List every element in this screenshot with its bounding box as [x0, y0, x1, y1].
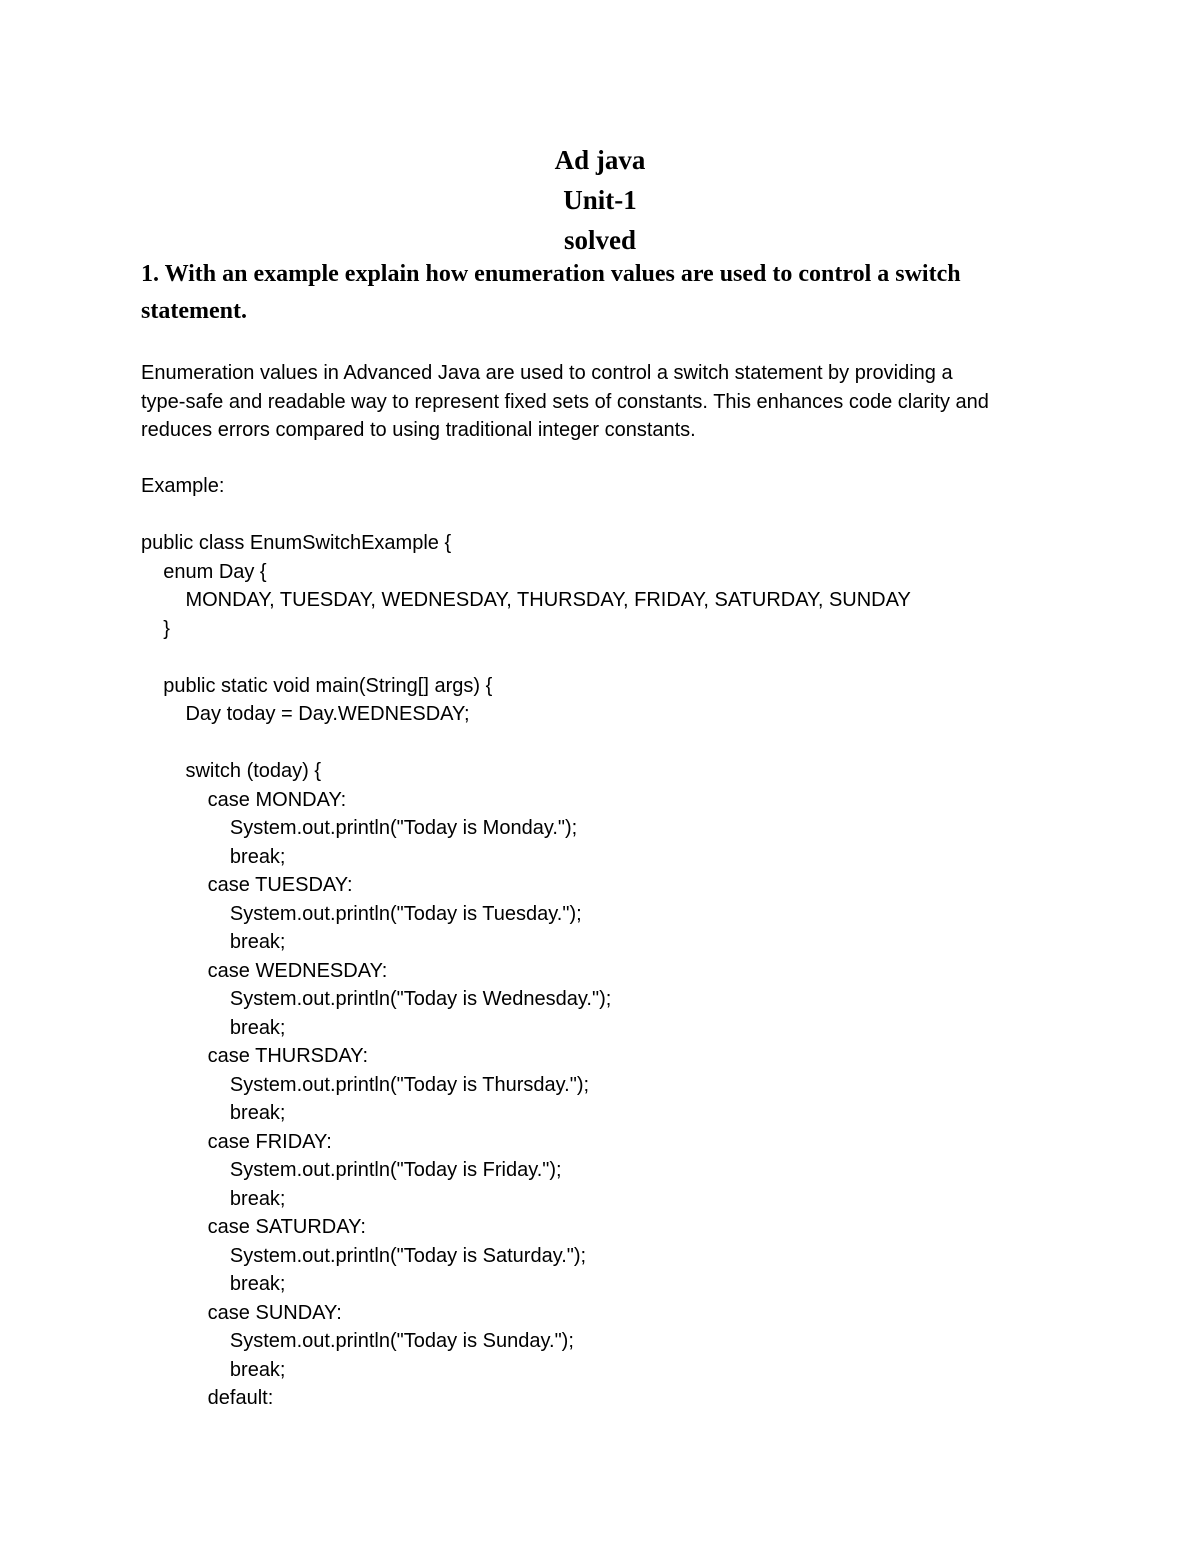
code-line: default:: [141, 1387, 274, 1409]
code-line: public static void main(String[] args) {: [141, 674, 493, 697]
answer-line: type-safe and readable way to represent fixed sets of constants. This enhances code clarity and: [141, 390, 989, 413]
example-label: Example:: [141, 475, 225, 497]
code-line: [141, 643, 1101, 672]
code-line: System.out.println("Today is Monday.");: [141, 817, 578, 839]
code-line: System.out.println("Today is Thursday.");: [141, 1073, 590, 1096]
code-line: public class EnumSwitchExample {: [141, 532, 452, 554]
title-line: solved: [563, 225, 636, 255]
code-line: case SUNDAY:: [141, 1301, 342, 1324]
code-line: case FRIDAY:: [141, 1130, 332, 1153]
code-line: break;: [141, 1187, 286, 1210]
code-line: System.out.println("Today is Saturday.");: [141, 1244, 587, 1267]
answer-line: reduces errors compared to using traditional integer constants.: [141, 419, 696, 441]
document-title: [0, 140, 1200, 260]
code-line: case SATURDAY:: [141, 1216, 366, 1238]
code-line: case MONDAY:: [141, 788, 347, 811]
code-block: [141, 529, 1101, 1413]
code-line: switch (today) {: [141, 760, 322, 782]
code-line: case THURSDAY:: [141, 1045, 369, 1067]
code-line: MONDAY, TUESDAY, WEDNESDAY, THURSDAY, FRIDAY, SATURDAY, SUNDAY: [141, 589, 911, 611]
code-line: break;: [141, 1016, 286, 1039]
code-line: break;: [141, 1358, 286, 1381]
code-line: break;: [141, 931, 286, 953]
title-line: Unit-1: [563, 185, 637, 215]
code-line: enum Day {: [141, 560, 267, 583]
code-line: break;: [141, 1273, 286, 1295]
code-line: case WEDNESDAY:: [141, 959, 388, 982]
code-line: System.out.println("Today is Sunday.");: [141, 1330, 574, 1352]
answer-paragraph: [141, 359, 1071, 445]
answer-line: Enumeration values in Advanced Java are used to control a switch statement by providing a: [141, 362, 953, 384]
question-heading: 1. With an example explain how enumeration values are used to control a switch statement.: [141, 261, 961, 324]
code-line: case TUESDAY:: [141, 874, 353, 896]
code-line: [141, 729, 1101, 758]
title-line: Ad java: [554, 145, 646, 175]
code-line: break;: [141, 1102, 286, 1124]
code-line: break;: [141, 845, 286, 868]
code-line: System.out.println("Today is Friday.");: [141, 1159, 562, 1181]
code-line: System.out.println("Today is Wednesday.");: [141, 988, 612, 1010]
code-line: }: [141, 617, 170, 640]
code-line: System.out.println("Today is Tuesday.");: [141, 902, 582, 925]
code-line: Day today = Day.WEDNESDAY;: [141, 703, 470, 725]
